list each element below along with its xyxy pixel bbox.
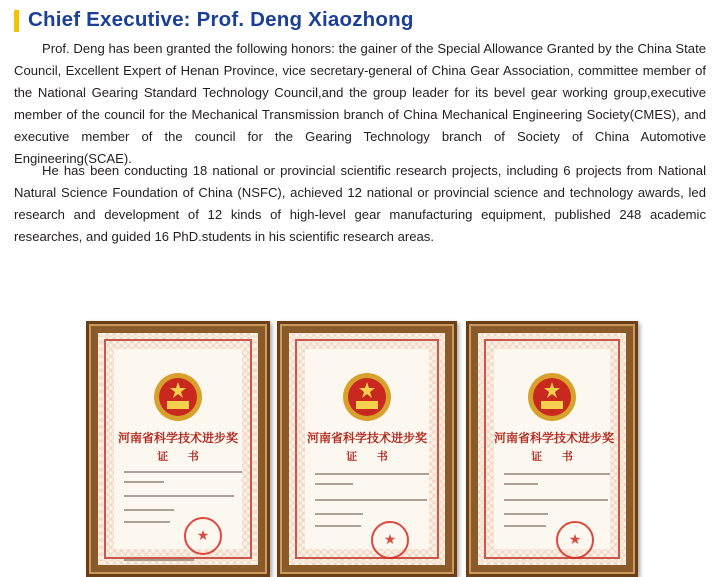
- certificate-title: 河南省科学技术进步奖: [306, 431, 427, 445]
- certificate-body: [494, 349, 615, 549]
- certificate-title: 河南省科学技术进步奖: [117, 431, 238, 445]
- certificate-body: [114, 349, 242, 549]
- text-line: [504, 513, 548, 515]
- text-line: [504, 525, 546, 527]
- official-seal-icon: [371, 521, 409, 559]
- national-emblem-icon: [341, 371, 393, 423]
- title-accent-bar: [14, 10, 19, 32]
- text-line: [504, 499, 608, 501]
- text-line: [315, 499, 427, 501]
- national-emblem-icon: [526, 371, 578, 423]
- text-line: [124, 509, 174, 511]
- certificate-subtitle: 证 书: [531, 450, 581, 463]
- text-line: [504, 561, 570, 563]
- certificate-image: [466, 321, 638, 577]
- text-line: [315, 561, 385, 563]
- certificate-image: [86, 321, 270, 577]
- national-emblem-icon: [152, 371, 204, 423]
- text-line: [315, 473, 429, 475]
- text-line: [124, 495, 234, 497]
- text-line: [504, 483, 538, 485]
- text-line: [124, 521, 170, 523]
- certificate-paper: [98, 333, 258, 565]
- official-seal-icon: [184, 517, 222, 555]
- text-line: [315, 525, 361, 527]
- certificate-paper: [289, 333, 445, 565]
- official-seal-icon: [556, 521, 594, 559]
- certificate-subtitle: 证 书: [346, 450, 396, 463]
- certificate-paper: [478, 333, 626, 565]
- text-line: [124, 559, 194, 561]
- page-title: Chief Executive: Prof. Deng Xiaozhong: [28, 8, 414, 31]
- certificate-title: 河南省科学技术进步奖: [494, 431, 615, 445]
- text-line: [124, 471, 242, 473]
- honors-paragraph: Prof. Deng has been granted the following honors: the gainer of the Special Allowance Granted by the China State Council, Excellent Expert of Henan Province, vice secretary-general of China Gear Association, committee member of the National Gearing Standard Technology Council,and the group leader for its bevel gear working group,executive member of the council for the Mechanical Transmission branch of China Mechanical Engineering Society(CMES), and executive member of the council for the Gearing Technology branch of Society of China Automotive Engineering(SCAE).: [14, 41, 706, 166]
- certificate-image: [277, 321, 457, 577]
- text-line: [315, 513, 363, 515]
- text-line: [504, 473, 610, 475]
- research-paragraph: He has been conducting 18 national or provincial scientific research projects, including 6 projects from National Natural Science Foundation of China (NSFC), achieved 12 national or provincial science and technology awards, led research and development of 12 kinds of high-level gear manufacturing equipment, published 248 academic researches, and guided 16 PhD.students in his scientific research areas.: [14, 163, 706, 244]
- certificate-subtitle: 证 书: [157, 450, 207, 463]
- certificate-body: [305, 349, 429, 549]
- text-line: [315, 483, 353, 485]
- text-line: [124, 481, 164, 483]
